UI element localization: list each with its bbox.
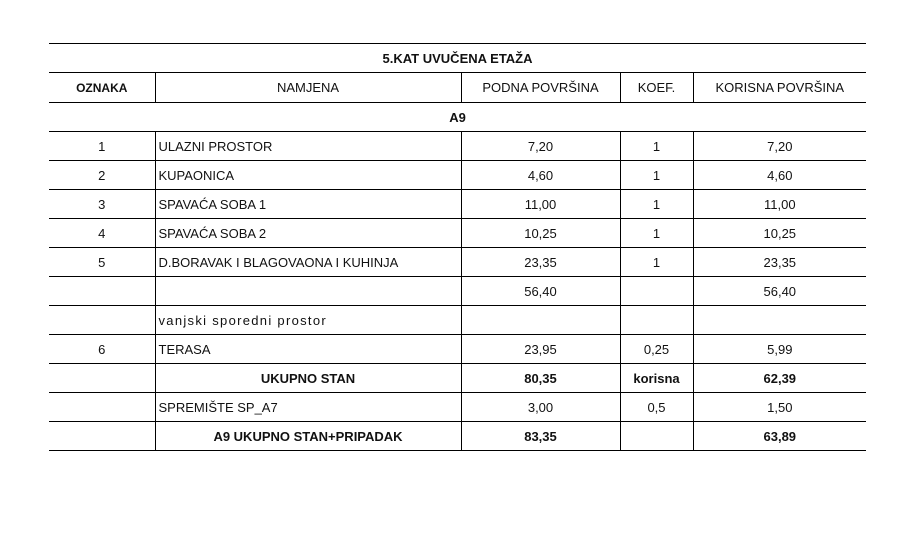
storage-row <box>49 393 866 422</box>
cell-empty <box>693 306 866 335</box>
cell-korisna: 23,35 <box>693 248 866 277</box>
grand-total-korisna: 63,89 <box>693 422 866 451</box>
cell-oznaka: 6 <box>49 335 155 364</box>
header-podna: PODNA POVRŠINA <box>461 73 620 103</box>
cell-empty <box>49 277 155 306</box>
cell-empty <box>620 277 693 306</box>
cell-empty <box>620 422 693 451</box>
storage-podna: 3,00 <box>461 393 620 422</box>
cell-namjena: SPAVAĆA SOBA 2 <box>155 219 461 248</box>
cell-empty <box>620 306 693 335</box>
table-row <box>49 219 866 248</box>
cell-koef: 1 <box>620 161 693 190</box>
storage-korisna: 1,50 <box>693 393 866 422</box>
cell-oznaka: 5 <box>49 248 155 277</box>
header-row <box>49 73 866 103</box>
grand-total-podna: 83,35 <box>461 422 620 451</box>
cell-empty <box>49 422 155 451</box>
cell-korisna: 11,00 <box>693 190 866 219</box>
table-row <box>49 132 866 161</box>
cell-namjena: ULAZNI PROSTOR <box>155 132 461 161</box>
cell-namjena: TERASA <box>155 335 461 364</box>
table-title: 5.KAT UVUČENA ETAŽA <box>49 44 866 73</box>
cell-empty <box>49 364 155 393</box>
cell-koef: 0,25 <box>620 335 693 364</box>
table-row <box>49 161 866 190</box>
total-flat-koef: korisna <box>620 364 693 393</box>
section-label: A9 <box>49 103 866 132</box>
cell-podna: 7,20 <box>461 132 620 161</box>
cell-namjena: D.BORAVAK I BLAGOVAONA I KUHINJA <box>155 248 461 277</box>
grand-total-label: A9 UKUPNO STAN+PRIPADAK <box>155 422 461 451</box>
terrace-row <box>49 335 866 364</box>
cell-koef: 1 <box>620 190 693 219</box>
cell-namjena: SPAVAĆA SOBA 1 <box>155 190 461 219</box>
cell-koef: 1 <box>620 219 693 248</box>
subtotal-podna: 56,40 <box>461 277 620 306</box>
outdoor-label: vanjski sporedni prostor <box>155 306 461 335</box>
cell-podna: 10,25 <box>461 219 620 248</box>
cell-empty <box>461 306 620 335</box>
cell-oznaka: 3 <box>49 190 155 219</box>
header-koef: KOEF. <box>620 73 693 103</box>
total-flat-korisna: 62,39 <box>693 364 866 393</box>
header-korisna: KORISNA POVRŠINA <box>693 73 866 103</box>
cell-oznaka: 4 <box>49 219 155 248</box>
cell-podna: 23,35 <box>461 248 620 277</box>
cell-namjena: KUPAONICA <box>155 161 461 190</box>
cell-podna: 11,00 <box>461 190 620 219</box>
header-namjena: NAMJENA <box>155 73 461 103</box>
cell-empty <box>49 393 155 422</box>
cell-korisna: 5,99 <box>693 335 866 364</box>
cell-podna: 23,95 <box>461 335 620 364</box>
cell-koef: 1 <box>620 248 693 277</box>
cell-empty <box>49 306 155 335</box>
storage-namjena: SPREMIŠTE SP_A7 <box>155 393 461 422</box>
outdoor-label-row <box>49 306 866 335</box>
cell-korisna: 7,20 <box>693 132 866 161</box>
table-row <box>49 190 866 219</box>
grand-total-row <box>49 422 866 451</box>
total-flat-podna: 80,35 <box>461 364 620 393</box>
storage-koef: 0,5 <box>620 393 693 422</box>
cell-oznaka: 2 <box>49 161 155 190</box>
header-oznaka: OZNAKA <box>49 73 155 103</box>
cell-podna: 4,60 <box>461 161 620 190</box>
cell-empty <box>155 277 461 306</box>
section-row <box>49 103 866 132</box>
table-row <box>49 248 866 277</box>
subtotal-korisna: 56,40 <box>693 277 866 306</box>
cell-korisna: 4,60 <box>693 161 866 190</box>
total-flat-label: UKUPNO STAN <box>155 364 461 393</box>
area-table <box>49 43 866 451</box>
table-title-row <box>49 44 866 73</box>
total-flat-row <box>49 364 866 393</box>
cell-korisna: 10,25 <box>693 219 866 248</box>
cell-koef: 1 <box>620 132 693 161</box>
subtotal-row <box>49 277 866 306</box>
cell-oznaka: 1 <box>49 132 155 161</box>
